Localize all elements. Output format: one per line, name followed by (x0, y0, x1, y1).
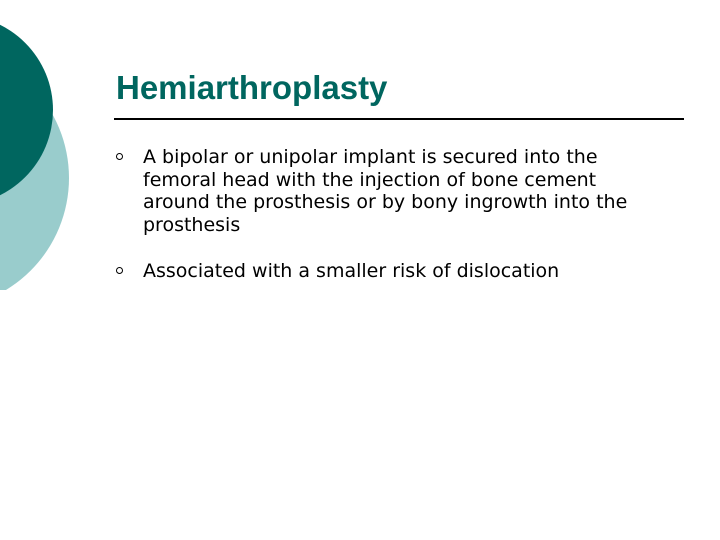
title-divider (114, 118, 684, 120)
bullet-text: A bipolar or unipolar implant is secured into the femoral head with the injection of bone cement around the prosthesis or by bony ingrowth into the prosthesis (143, 146, 628, 236)
bullet-circle-icon (116, 267, 123, 274)
bullet-circle-icon (116, 153, 123, 160)
bullet-list (112, 146, 672, 283)
slide-title: Hemiarthroplasty (116, 69, 388, 106)
bullet-text: Associated with a smaller risk of dislocation (143, 260, 560, 282)
bullet-item (112, 260, 672, 283)
decorative-circles (0, 0, 80, 290)
bullet-item (112, 146, 672, 236)
